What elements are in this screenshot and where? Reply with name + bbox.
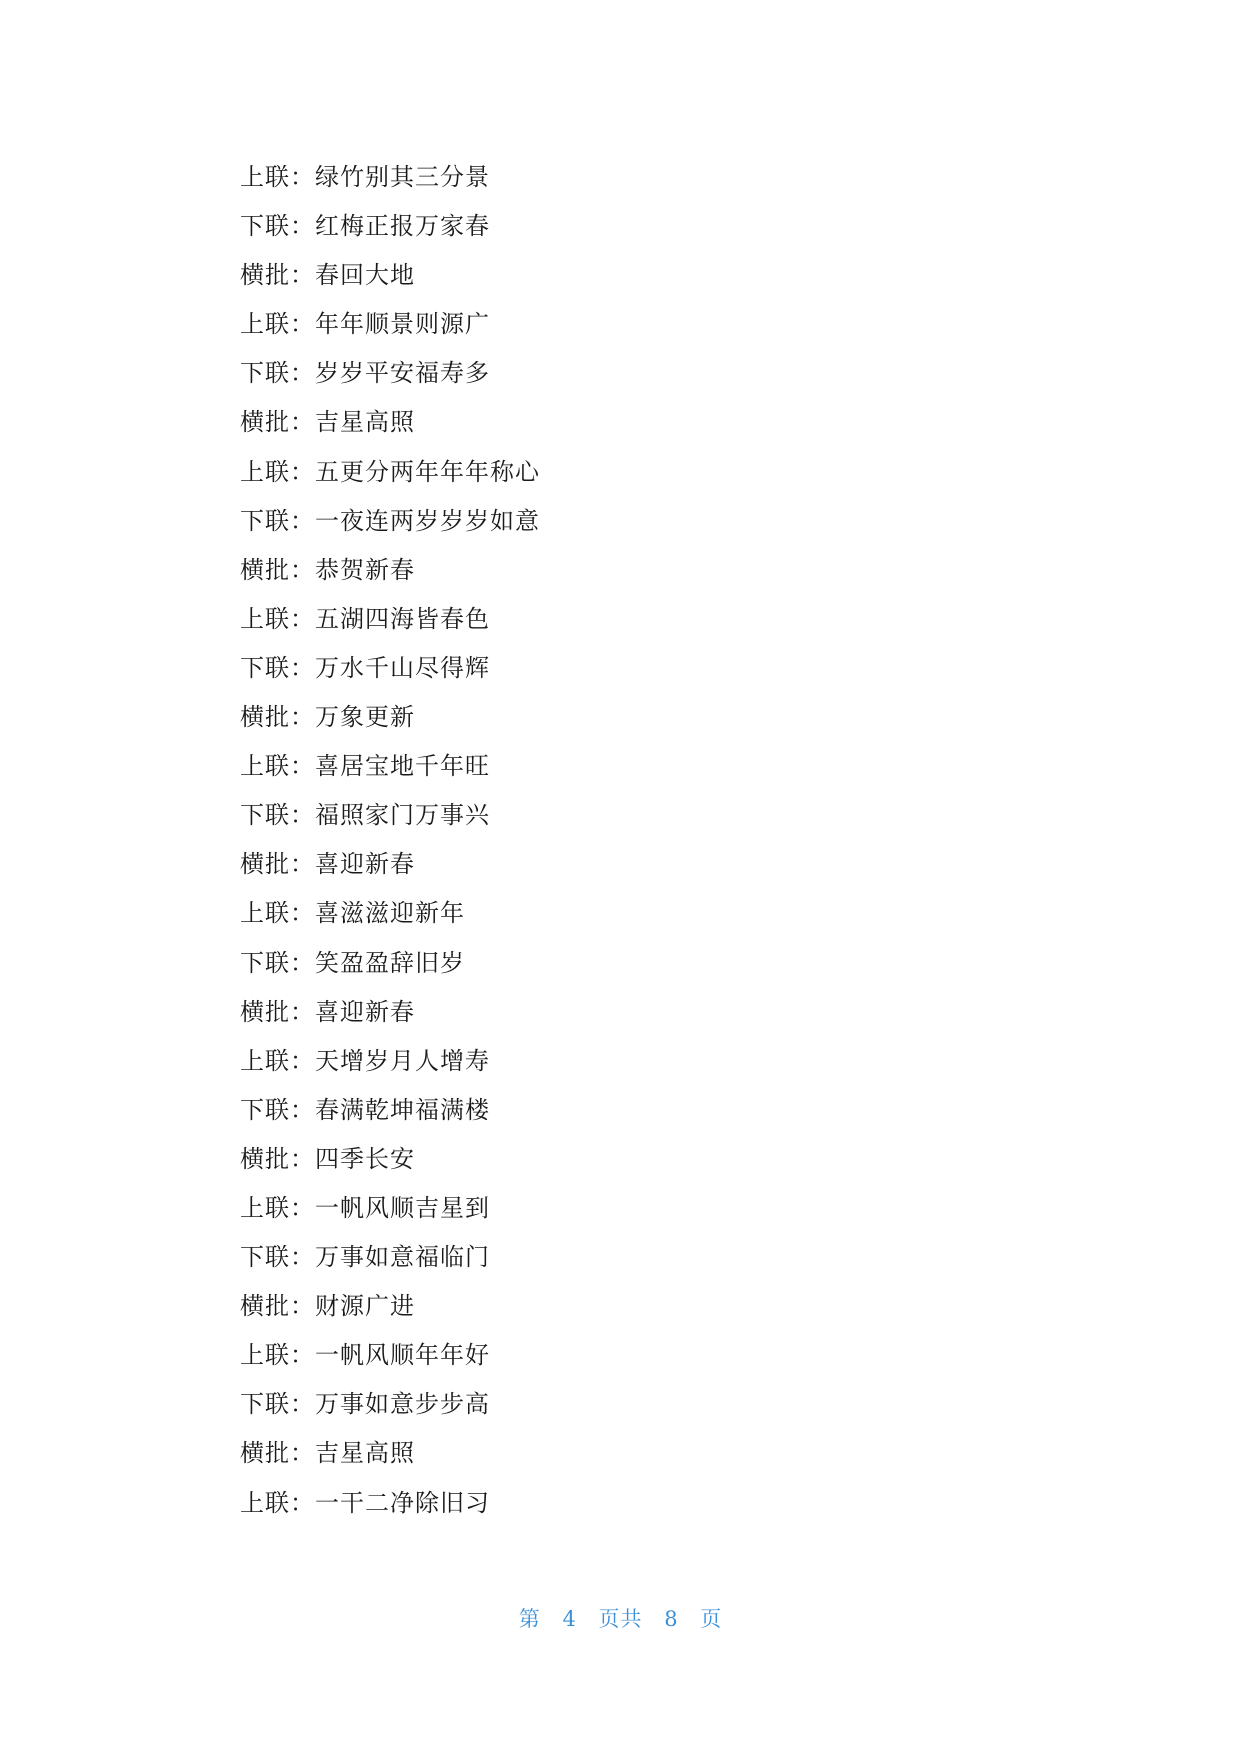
couplet-list bbox=[240, 153, 540, 1528]
couplet-line: 下联：一夜连两岁岁岁如意 bbox=[240, 506, 540, 535]
couplet-line: 下联：万事如意福临门 bbox=[240, 1243, 490, 1272]
couplet-line: 上联：天增岁月人增寿 bbox=[240, 1046, 490, 1075]
page-footer-prefix: 第 bbox=[518, 1607, 541, 1631]
couplet-line: 下联：岁岁平安福寿多 bbox=[240, 359, 490, 388]
page-footer-suffix: 页 bbox=[700, 1607, 723, 1631]
couplet-line: 横批：恭贺新春 bbox=[240, 555, 415, 584]
couplet-line: 横批：万象更新 bbox=[240, 703, 415, 732]
couplet-line: 横批：喜迎新春 bbox=[240, 850, 415, 879]
couplet-line: 下联：红梅正报万家春 bbox=[240, 212, 490, 241]
couplet-line: 横批：财源广进 bbox=[240, 1292, 415, 1321]
couplet-line: 上联：五湖四海皆春色 bbox=[240, 604, 490, 633]
couplet-line: 上联：五更分两年年年称心 bbox=[240, 457, 540, 486]
couplet-line: 上联：喜滋滋迎新年 bbox=[240, 899, 465, 928]
couplet-line: 下联：万水千山尽得辉 bbox=[240, 653, 490, 682]
total-page-count: 8 bbox=[664, 1607, 679, 1631]
couplet-line: 下联：笑盈盈辞旧岁 bbox=[240, 948, 465, 977]
page-footer-middle: 页共 bbox=[598, 1607, 643, 1631]
couplet-line: 上联：绿竹别其三分景 bbox=[240, 163, 490, 191]
couplet-line: 横批：喜迎新春 bbox=[240, 997, 415, 1026]
couplet-line: 横批：吉星高照 bbox=[240, 408, 415, 437]
couplet-line: 下联：万事如意步步高 bbox=[240, 1390, 490, 1419]
couplet-line: 下联：福照家门万事兴 bbox=[240, 801, 490, 830]
couplet-line: 上联：一帆风顺年年好 bbox=[240, 1341, 490, 1370]
couplet-line: 上联：喜居宝地千年旺 bbox=[240, 752, 490, 781]
couplet-line: 横批：四季长安 bbox=[240, 1144, 415, 1173]
current-page-number: 4 bbox=[562, 1607, 577, 1631]
couplet-line: 横批：吉星高照 bbox=[240, 1439, 415, 1468]
couplet-line: 上联：一帆风顺吉星到 bbox=[240, 1193, 490, 1222]
couplet-line: 横批：春回大地 bbox=[240, 261, 415, 290]
page-number-footer bbox=[0, 1603, 1241, 1633]
couplet-line: 上联：一干二净除旧习 bbox=[240, 1488, 490, 1517]
couplet-line: 上联：年年顺景则源广 bbox=[240, 310, 490, 339]
couplet-line: 下联：春满乾坤福满楼 bbox=[240, 1095, 490, 1124]
